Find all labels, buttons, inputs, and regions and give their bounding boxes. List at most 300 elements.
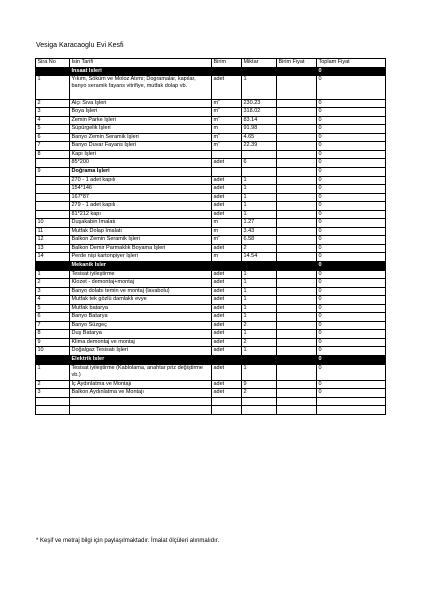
cell-unit-price bbox=[277, 296, 317, 305]
cell-total: 0 bbox=[317, 193, 386, 202]
cell-desc: Doğrama İşleri bbox=[70, 167, 212, 176]
cell-qty: 1 bbox=[242, 185, 277, 194]
cell-total: 0 bbox=[317, 236, 386, 245]
empty-row bbox=[36, 397, 386, 406]
unit-label: m bbox=[213, 125, 219, 132]
unit-label: adet bbox=[213, 210, 225, 217]
cell-unit bbox=[212, 304, 242, 313]
cell-unit-price bbox=[277, 279, 317, 288]
cell-desc: Doğalgaz Tesisatı İşleri bbox=[70, 347, 212, 356]
cell-no bbox=[36, 397, 70, 406]
cell-qty bbox=[242, 356, 277, 365]
table-row bbox=[36, 279, 386, 288]
cell-total: 0 bbox=[317, 185, 386, 194]
table-row bbox=[36, 99, 386, 108]
cell-unit-price bbox=[277, 167, 317, 176]
cell-unit bbox=[212, 202, 242, 211]
table-row bbox=[36, 159, 386, 168]
cell-desc: 85*200 bbox=[70, 159, 212, 168]
header-sira-no: Sira No bbox=[36, 59, 70, 68]
cell-unit-price bbox=[277, 142, 317, 151]
cell-desc: Banyo dolabı temin ve montaj (lavabolu) bbox=[70, 287, 212, 296]
cell-qty: 6.58 bbox=[242, 236, 277, 245]
cell-unit-price bbox=[277, 99, 317, 108]
header-isin-tarifi: Isin Tarifi bbox=[70, 59, 212, 68]
table-row bbox=[36, 150, 386, 159]
cell-unit-price bbox=[277, 236, 317, 245]
section-title: Insaat Isleri bbox=[70, 67, 212, 76]
cell-total: 0 bbox=[317, 380, 386, 389]
cell-unit bbox=[212, 185, 242, 194]
cell-unit-price bbox=[277, 227, 317, 236]
cell-unit-price bbox=[277, 67, 317, 76]
cell-unit bbox=[212, 236, 242, 245]
cell-qty: 1 bbox=[242, 202, 277, 211]
cell-total: 0 bbox=[317, 202, 386, 211]
cell-no: 3 bbox=[36, 287, 70, 296]
unit-label: adet bbox=[213, 176, 225, 183]
cell-unit-price bbox=[277, 364, 317, 380]
cell-total: 0 bbox=[317, 227, 386, 236]
cell-qty: 1 bbox=[242, 270, 277, 279]
cell-total: 0 bbox=[317, 116, 386, 125]
cell-desc: Banyo Duvar Fayans İşleri bbox=[70, 142, 212, 151]
cell-no bbox=[36, 67, 70, 76]
cell-qty: 1 bbox=[242, 76, 277, 100]
cell-unit-price bbox=[277, 338, 317, 347]
unit-label: m bbox=[213, 227, 219, 234]
cell-unit-price bbox=[277, 313, 317, 322]
cell-total bbox=[317, 397, 386, 406]
unit-label: m bbox=[213, 116, 219, 123]
cell-desc bbox=[70, 406, 212, 415]
cell-unit-price bbox=[277, 219, 317, 228]
unit-label: m bbox=[213, 236, 219, 243]
table-row bbox=[36, 142, 386, 151]
cell-desc: Balkon Demir Parmaklık Boyama İşleri bbox=[70, 244, 212, 253]
table-row bbox=[36, 364, 386, 380]
cell-unit bbox=[212, 296, 242, 305]
cell-qty: 14.54 bbox=[242, 253, 277, 262]
cell-desc: Banyo Batarya bbox=[70, 313, 212, 322]
table-row bbox=[36, 227, 386, 236]
cell-no: 13 bbox=[36, 244, 70, 253]
unit-label: adet bbox=[213, 270, 225, 277]
cell-qty: 2 bbox=[242, 389, 277, 398]
table-row bbox=[36, 125, 386, 134]
cell-unit bbox=[212, 356, 242, 365]
cell-unit-price bbox=[277, 210, 317, 219]
cell-total: 0 bbox=[317, 296, 386, 305]
cell-unit bbox=[212, 219, 242, 228]
cell-desc: 279 - 1 adet kapılı bbox=[70, 202, 212, 211]
cell-desc: Alçı Sıva İşleri bbox=[70, 99, 212, 108]
cell-desc: Duşakabin İmalatı bbox=[70, 219, 212, 228]
table-row bbox=[36, 116, 386, 125]
cell-unit bbox=[212, 108, 242, 117]
cell-unit-price bbox=[277, 133, 317, 142]
cell-unit-price bbox=[277, 193, 317, 202]
unit-exponent: 2 bbox=[218, 116, 221, 119]
header-toplam-fiyat: Toplam Fiyat bbox=[317, 59, 386, 68]
cell-qty: 1 bbox=[242, 364, 277, 380]
cell-unit bbox=[212, 99, 242, 108]
cell-no: 7 bbox=[36, 321, 70, 330]
cell-unit bbox=[212, 406, 242, 415]
cell-unit-price bbox=[277, 150, 317, 159]
cell-no: 2 bbox=[36, 279, 70, 288]
cell-no: 12 bbox=[36, 236, 70, 245]
header-miktar: Miktar bbox=[242, 59, 277, 68]
cell-total: 0 bbox=[317, 219, 386, 228]
cell-total: 0 bbox=[317, 330, 386, 339]
table-row bbox=[36, 108, 386, 117]
cell-unit bbox=[212, 133, 242, 142]
cell-unit bbox=[212, 253, 242, 262]
cell-unit-price bbox=[277, 356, 317, 365]
unit-label: adet bbox=[213, 364, 225, 371]
cell-desc: Mutfak batarya bbox=[70, 304, 212, 313]
cell-total: 0 bbox=[317, 364, 386, 380]
cell-qty: 1 bbox=[242, 287, 277, 296]
cell-total: 0 bbox=[317, 99, 386, 108]
cell-unit-price bbox=[277, 397, 317, 406]
cell-unit bbox=[212, 244, 242, 253]
table-row bbox=[36, 304, 386, 313]
cell-no: 14 bbox=[36, 253, 70, 262]
cell-unit-price bbox=[277, 321, 317, 330]
cell-total: 0 bbox=[317, 338, 386, 347]
cell-qty: 1 bbox=[242, 193, 277, 202]
cell-no: 6 bbox=[36, 313, 70, 322]
cell-unit bbox=[212, 279, 242, 288]
table-row bbox=[36, 176, 386, 185]
cell-no bbox=[36, 159, 70, 168]
cell-desc: Mutfak Dolap İmalatı bbox=[70, 227, 212, 236]
table-row bbox=[36, 210, 386, 219]
cell-desc: 81*212 kapı bbox=[70, 210, 212, 219]
cell-total: 0 bbox=[317, 125, 386, 134]
cell-unit bbox=[212, 159, 242, 168]
cell-qty: 318.02 bbox=[242, 108, 277, 117]
cell-desc: Kapı İşleri bbox=[70, 150, 212, 159]
table-row bbox=[36, 270, 386, 279]
cell-total: 0 bbox=[317, 321, 386, 330]
cell-total: 0 bbox=[317, 313, 386, 322]
unit-exponent: 2 bbox=[218, 235, 221, 239]
unit-label: adet bbox=[213, 296, 225, 303]
cell-qty: 1 bbox=[242, 176, 277, 185]
section-row bbox=[36, 356, 386, 365]
unit-label: adet bbox=[213, 389, 225, 396]
cell-no: 10 bbox=[36, 219, 70, 228]
cell-total: 0 bbox=[317, 159, 386, 168]
section-row bbox=[36, 67, 386, 76]
cell-total: 0 bbox=[317, 304, 386, 313]
unit-label: adet bbox=[213, 287, 225, 294]
cell-unit-price bbox=[277, 406, 317, 415]
cell-desc: 154*146 bbox=[70, 185, 212, 194]
unit-label: adet bbox=[213, 159, 225, 166]
cell-desc: Balkon Aydınlatma ve Montajı bbox=[70, 389, 212, 398]
cell-desc: Zemin Parke İşleri bbox=[70, 116, 212, 125]
cell-unit bbox=[212, 76, 242, 100]
cell-total: 0 bbox=[317, 67, 386, 76]
cell-desc: Klima demontaj ve montaj bbox=[70, 338, 212, 347]
cell-qty bbox=[242, 167, 277, 176]
empty-row bbox=[36, 406, 386, 415]
cell-no: 7 bbox=[36, 142, 70, 151]
cell-qty: 6 bbox=[242, 159, 277, 168]
cell-desc: Klozet - demontaj+montaj bbox=[70, 279, 212, 288]
cell-total: 0 bbox=[317, 108, 386, 117]
cell-qty bbox=[242, 261, 277, 270]
table-row bbox=[36, 296, 386, 305]
unit-exponent: 2 bbox=[218, 107, 221, 111]
cell-unit bbox=[212, 397, 242, 406]
cell-total: 0 bbox=[317, 253, 386, 262]
cell-qty: 1 bbox=[242, 330, 277, 339]
document-title: Vesiga Karacaoglu Evi Kesfi bbox=[36, 42, 124, 49]
cell-qty bbox=[242, 67, 277, 76]
cell-total: 0 bbox=[317, 244, 386, 253]
cell-no bbox=[36, 406, 70, 415]
unit-label: m bbox=[213, 133, 219, 140]
cell-qty: 1 bbox=[242, 210, 277, 219]
cell-no: 2 bbox=[36, 99, 70, 108]
cell-qty bbox=[242, 397, 277, 406]
cell-qty: 91.98 bbox=[242, 125, 277, 134]
table-row bbox=[36, 236, 386, 245]
section-title: Mekanik Isler bbox=[70, 261, 212, 270]
cell-unit bbox=[212, 150, 242, 159]
cell-total: 0 bbox=[317, 389, 386, 398]
cell-qty: 4.65 bbox=[242, 133, 277, 142]
cell-unit-price bbox=[277, 176, 317, 185]
cell-no: 3 bbox=[36, 108, 70, 117]
cell-unit bbox=[212, 338, 242, 347]
cell-unit-price bbox=[277, 253, 317, 262]
cell-no: 4 bbox=[36, 296, 70, 305]
unit-label: m bbox=[213, 99, 219, 106]
cell-no: 9 bbox=[36, 167, 70, 176]
cell-unit bbox=[212, 330, 242, 339]
cell-qty: 3.43 bbox=[242, 227, 277, 236]
cell-unit bbox=[212, 389, 242, 398]
cell-unit bbox=[212, 142, 242, 151]
unit-exponent: 2 bbox=[218, 141, 221, 145]
cell-total: 0 bbox=[317, 167, 386, 176]
unit-label: adet bbox=[213, 338, 225, 345]
cell-unit bbox=[212, 227, 242, 236]
cell-no: 2 bbox=[36, 380, 70, 389]
cell-unit bbox=[212, 193, 242, 202]
cell-qty: 1 bbox=[242, 313, 277, 322]
table-row bbox=[36, 76, 386, 100]
cell-no: 5 bbox=[36, 304, 70, 313]
cell-total: 0 bbox=[317, 76, 386, 100]
header-birim: Birim bbox=[212, 59, 242, 68]
cell-qty: 2 bbox=[242, 321, 277, 330]
cell-total: 0 bbox=[317, 279, 386, 288]
cell-unit-price bbox=[277, 185, 317, 194]
cell-desc: Balkon Zemin Seramik İşleri bbox=[70, 236, 212, 245]
cell-no: 1 bbox=[36, 364, 70, 380]
cell-desc bbox=[70, 397, 212, 406]
cell-unit bbox=[212, 116, 242, 125]
cell-no: 9 bbox=[36, 338, 70, 347]
table-row bbox=[36, 287, 386, 296]
unit-exponent: 2 bbox=[218, 99, 221, 102]
table-row bbox=[36, 338, 386, 347]
cell-unit-price bbox=[277, 380, 317, 389]
cell-unit bbox=[212, 210, 242, 219]
unit-label: adet bbox=[213, 76, 225, 83]
cell-unit-price bbox=[277, 76, 317, 100]
section-row bbox=[36, 261, 386, 270]
cell-unit bbox=[212, 270, 242, 279]
cell-no: 1 bbox=[36, 76, 70, 100]
cell-no: 11 bbox=[36, 227, 70, 236]
cell-unit-price bbox=[277, 389, 317, 398]
cell-qty: 9 bbox=[242, 380, 277, 389]
cell-desc: Duş Batarya bbox=[70, 330, 212, 339]
cell-desc: Yıkım, Söküm ve Moloz Atımı; Dogramalar, kapılar, banyo seramik fayans vitrifiye, mutfak dolap vb. bbox=[70, 76, 212, 100]
cell-qty: 22.39 bbox=[242, 142, 277, 151]
cell-desc: Banyo Zemin Seramik İşleri bbox=[70, 133, 212, 142]
unit-label: adet bbox=[213, 279, 225, 286]
cell-unit-price bbox=[277, 304, 317, 313]
cell-no: 4 bbox=[36, 116, 70, 125]
unit-label: adet bbox=[213, 193, 225, 200]
cell-total: 0 bbox=[317, 176, 386, 185]
cell-unit bbox=[212, 287, 242, 296]
cell-total: 0 bbox=[317, 142, 386, 151]
unit-label: m bbox=[213, 108, 219, 115]
cell-unit bbox=[212, 67, 242, 76]
cell-no: 8 bbox=[36, 150, 70, 159]
unit-label: m bbox=[213, 142, 219, 149]
cell-no: 1 bbox=[36, 270, 70, 279]
cell-qty: 83.14 bbox=[242, 116, 277, 125]
cell-no bbox=[36, 176, 70, 185]
cell-qty: 2 bbox=[242, 244, 277, 253]
cell-total: 0 bbox=[317, 270, 386, 279]
cell-no bbox=[36, 210, 70, 219]
cell-no: 8 bbox=[36, 330, 70, 339]
cell-unit bbox=[212, 261, 242, 270]
cell-unit bbox=[212, 321, 242, 330]
cell-qty: 1 bbox=[242, 347, 277, 356]
cell-qty: 2 bbox=[242, 338, 277, 347]
unit-label: adet bbox=[213, 347, 225, 354]
table-row bbox=[36, 167, 386, 176]
cell-total: 0 bbox=[317, 287, 386, 296]
cell-no: 10 bbox=[36, 347, 70, 356]
cell-unit-price bbox=[277, 202, 317, 211]
table-row bbox=[36, 253, 386, 262]
cell-qty: 1 bbox=[242, 279, 277, 288]
unit-label: adet bbox=[213, 202, 225, 209]
cell-unit-price bbox=[277, 287, 317, 296]
unit-exponent: 2 bbox=[218, 133, 221, 136]
cell-unit-price bbox=[277, 261, 317, 270]
cell-qty bbox=[242, 406, 277, 415]
cell-unit-price bbox=[277, 244, 317, 253]
cell-no bbox=[36, 185, 70, 194]
cell-unit bbox=[212, 167, 242, 176]
unit-label: adet bbox=[213, 321, 225, 328]
cell-qty: 1 bbox=[242, 304, 277, 313]
cell-total: 0 bbox=[317, 347, 386, 356]
header-birim-fiyat: Birim Fiyat bbox=[277, 59, 317, 68]
cell-unit bbox=[212, 380, 242, 389]
table-row bbox=[36, 389, 386, 398]
cell-desc: Tesisat iyileştirme (Kablolama, anahtar priz değiştirme vb.) bbox=[70, 364, 212, 380]
cell-qty: 1.27 bbox=[242, 219, 277, 228]
cell-total: 0 bbox=[317, 356, 386, 365]
estimate-table bbox=[35, 58, 386, 415]
cell-unit bbox=[212, 313, 242, 322]
cell-desc: Perde nişi kartonpiyer İşleri bbox=[70, 253, 212, 262]
table-row bbox=[36, 202, 386, 211]
table-row bbox=[36, 185, 386, 194]
unit-label: adet bbox=[213, 330, 225, 337]
table-row bbox=[36, 347, 386, 356]
unit-label: adet bbox=[213, 380, 225, 387]
cell-desc: Süpürgelik İşleri bbox=[70, 125, 212, 134]
table-row bbox=[36, 133, 386, 142]
cell-total: 0 bbox=[317, 150, 386, 159]
cell-unit-price bbox=[277, 347, 317, 356]
cell-unit-price bbox=[277, 116, 317, 125]
cell-unit-price bbox=[277, 330, 317, 339]
cell-desc: 270 - 1 adet kapılı bbox=[70, 176, 212, 185]
cell-total bbox=[317, 406, 386, 415]
cell-desc: Mutfak tek gözlü damlaklı evye bbox=[70, 296, 212, 305]
cell-total: 0 bbox=[317, 133, 386, 142]
unit-label: adet bbox=[213, 304, 225, 311]
cell-no bbox=[36, 202, 70, 211]
table-row bbox=[36, 330, 386, 339]
unit-label: m bbox=[213, 253, 219, 260]
cell-qty: 230.23 bbox=[242, 99, 277, 108]
cell-unit-price bbox=[277, 159, 317, 168]
cell-unit-price bbox=[277, 270, 317, 279]
cell-unit bbox=[212, 176, 242, 185]
cell-no bbox=[36, 193, 70, 202]
table-header-row bbox=[36, 59, 386, 68]
cell-unit bbox=[212, 125, 242, 134]
section-title: Elektrik Isler bbox=[70, 356, 212, 365]
cell-no bbox=[36, 261, 70, 270]
footnote: * Keşif ve metraj bilgi için paylaşılmaktadır. İmalat ölçüleri alınmalıdır. bbox=[36, 538, 220, 544]
unit-label: adet bbox=[213, 313, 225, 320]
unit-label: m bbox=[213, 219, 219, 226]
cell-desc: 167*87 bbox=[70, 193, 212, 202]
unit-label: adet bbox=[213, 185, 225, 192]
table-row bbox=[36, 193, 386, 202]
table-row bbox=[36, 380, 386, 389]
cell-no: 6 bbox=[36, 133, 70, 142]
table-row bbox=[36, 244, 386, 253]
cell-unit bbox=[212, 347, 242, 356]
cell-unit-price bbox=[277, 108, 317, 117]
table-row bbox=[36, 321, 386, 330]
cell-desc: Banyo Süzgeç bbox=[70, 321, 212, 330]
cell-no: 5 bbox=[36, 125, 70, 134]
table-row bbox=[36, 313, 386, 322]
